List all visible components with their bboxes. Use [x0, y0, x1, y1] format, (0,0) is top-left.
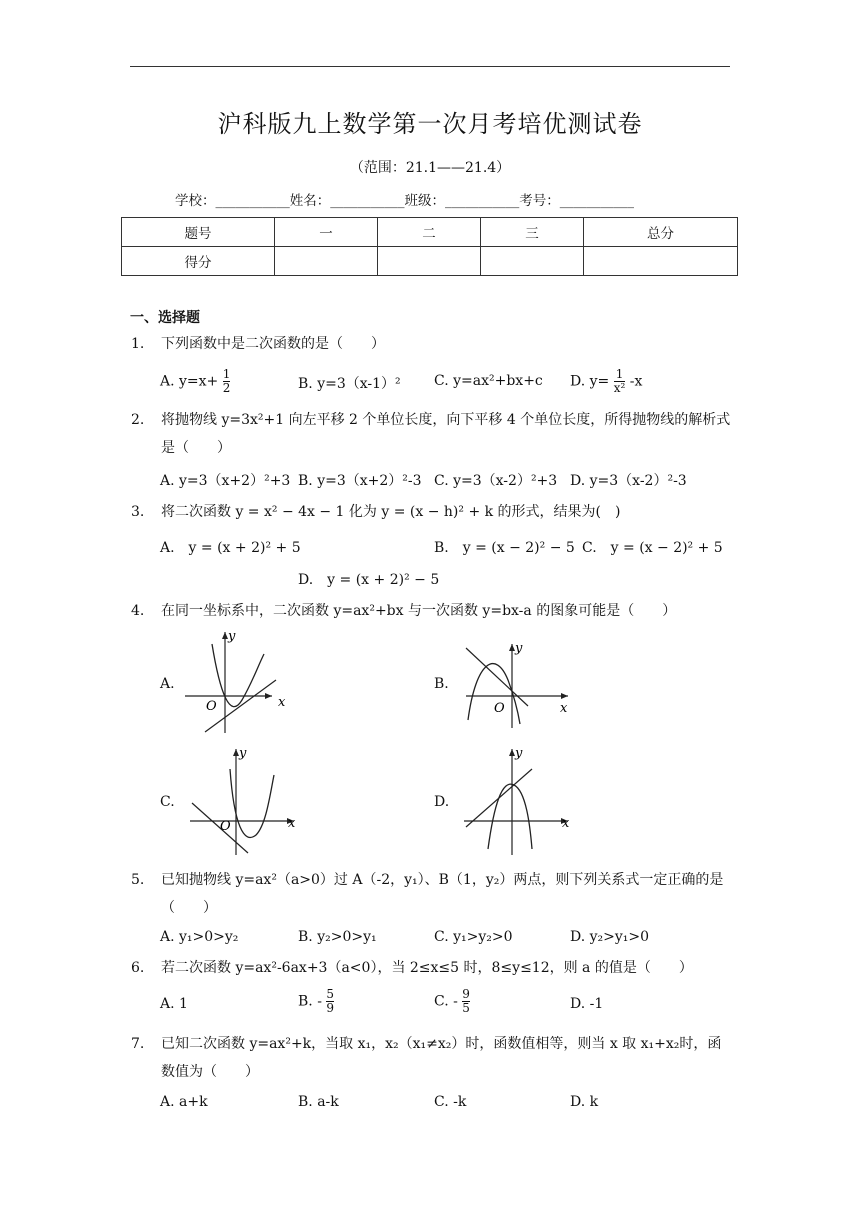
class-label: 班级： [404, 193, 445, 209]
fraction [614, 368, 626, 395]
option-d[interactable]: D. y=3（x-2）²-3 [570, 473, 687, 489]
option-a[interactable]: A. y₁>0>y₂ [160, 929, 239, 945]
name-label: 姓名： [289, 193, 331, 209]
fraction-denominator: x² [613, 381, 626, 395]
option-c[interactable]: C. y=ax²+bx+c [434, 373, 543, 389]
question-stem: 已知二次函数 y=ax²+k，当取 x₁，x₂（x₁≠x₂）时，函数值相等，则当 x 取 x₁+x₂时，函数值为（ ） [161, 1036, 722, 1080]
school-label: 学校： [175, 193, 216, 209]
score-header-cell: 题号 [122, 218, 275, 247]
option-a[interactable]: A. y = (x + 2)² + 5 [160, 540, 301, 556]
parabola [488, 784, 532, 849]
page-subtitle: （范围：21.1——21.4） [349, 160, 511, 176]
question-number: 4. [131, 603, 145, 619]
fraction-numerator: 1 [222, 367, 231, 381]
option-a[interactable]: A. a+k [160, 1094, 208, 1110]
question-stem: 若二次函数 y=ax²-6ax+3（a<0），当 2≤x≤5 时，8≤y≤12，则 a 的值是（ ） [161, 960, 693, 976]
option-c[interactable]: C. y = (x − 2)² + 5 [582, 540, 723, 556]
option-b[interactable] [298, 988, 334, 1015]
y-label: y [515, 746, 523, 761]
option-b[interactable]: B. a-k [298, 1094, 339, 1110]
question-3 [131, 498, 731, 526]
fraction-denominator: 9 [326, 1001, 335, 1015]
fraction [326, 988, 334, 1015]
option-b[interactable]: B. y=3（x+2）²-3 [298, 473, 422, 489]
option-d[interactable] [570, 368, 642, 395]
option-text: B. - [298, 993, 322, 1010]
score-cell[interactable] [481, 247, 584, 276]
section-heading: 一、选择题 [130, 310, 200, 326]
origin-label: O [206, 699, 217, 714]
score-header-cell: 总分 [584, 218, 738, 247]
name-blank[interactable]: ___________ [330, 193, 405, 209]
option-d[interactable]: D. y = (x + 2)² − 5 [298, 572, 440, 588]
option-b[interactable]: B. y=3（x-1）² [298, 376, 401, 392]
fraction-denominator: 5 [462, 1001, 470, 1015]
page-title: 沪科版九上数学第一次月考培优测试卷 [217, 110, 643, 138]
option-b[interactable]: B. y = (x − 2)² − 5 [434, 540, 575, 556]
student-info-line [175, 189, 634, 209]
question-5 [131, 866, 731, 922]
exam-no-label: 考号： [519, 193, 560, 209]
x-label: x [278, 695, 286, 710]
option-d[interactable]: D. y₂>y₁>0 [570, 929, 650, 945]
option-d[interactable]: D. k [570, 1094, 599, 1110]
question-stem: 已知抛物线 y=ax²（a>0）过 A（-2，y₁）、B（1，y₂）两点，则下列关系式一定正确的是（ ） [161, 872, 724, 916]
option-text: A. y=x+ [160, 373, 219, 390]
score-table-header-row [122, 218, 738, 247]
score-cell[interactable] [275, 247, 378, 276]
question-number: 3. [131, 504, 145, 520]
option-text: C. - [434, 993, 458, 1010]
top-rule [130, 66, 730, 67]
score-cell[interactable] [584, 247, 738, 276]
option-a[interactable]: A. 1 [160, 996, 188, 1012]
score-row-label: 得分 [122, 247, 275, 276]
score-header-cell: 三 [481, 218, 584, 247]
exam-no-blank[interactable]: ___________ [559, 193, 634, 209]
graph-option-b[interactable] [456, 640, 576, 730]
score-table-score-row [122, 247, 738, 276]
graph-option-c[interactable] [186, 745, 306, 857]
question-stem: 下列函数中是二次函数的是（ ） [161, 336, 385, 352]
parabola [230, 769, 274, 837]
option-c[interactable]: C. [160, 794, 175, 810]
question-4 [131, 597, 731, 625]
option-a[interactable]: A. y=3（x+2）²+3 [160, 473, 291, 489]
parabola [212, 644, 264, 707]
fraction [223, 368, 231, 395]
question-7 [131, 1030, 731, 1086]
option-c[interactable] [434, 988, 470, 1015]
x-label: x [562, 816, 570, 831]
option-text-tail: -x [629, 373, 643, 390]
option-d[interactable]: D. -1 [570, 996, 604, 1012]
question-number: 1. [131, 336, 145, 352]
option-c[interactable]: C. y₁>y₂>0 [434, 929, 513, 945]
option-text: D. y= [570, 373, 610, 390]
question-6 [131, 954, 731, 982]
question-number: 2. [131, 412, 145, 428]
graph-option-d[interactable] [458, 745, 578, 857]
question-number: 7. [131, 1036, 145, 1052]
score-header-cell: 二 [378, 218, 481, 247]
option-c[interactable]: C. y=3（x-2）²+3 [434, 473, 558, 489]
score-cell[interactable] [378, 247, 481, 276]
option-b[interactable]: B. [434, 676, 449, 692]
y-label: y [515, 641, 523, 656]
line [466, 648, 528, 706]
x-label: x [288, 816, 296, 831]
score-table [121, 217, 738, 276]
fraction [462, 988, 470, 1015]
y-label: y [239, 746, 247, 761]
question-1 [131, 330, 731, 358]
line [466, 769, 532, 827]
school-blank[interactable]: ___________ [215, 193, 290, 209]
origin-label: O [220, 819, 231, 834]
question-stem: 将抛物线 y=3x²+1 向左平移 2 个单位长度，向下平移 4 个单位长度，所得抛物线的解析式是（ ） [161, 412, 731, 456]
origin-label: O [494, 701, 505, 716]
x-label: x [560, 701, 568, 716]
question-stem: 将二次函数 y = x² − 4x − 1 化为 y = (x − h)² + k 的形式，结果为( ) [161, 504, 621, 520]
fraction-denominator: 2 [222, 381, 231, 395]
question-number: 6. [131, 960, 145, 976]
option-a[interactable] [160, 368, 230, 395]
x-arrow [265, 693, 272, 699]
option-c[interactable]: C. -k [434, 1094, 467, 1110]
y-label: y [228, 629, 236, 644]
x-arrow [561, 693, 568, 699]
fraction-numerator: 9 [462, 987, 470, 1001]
graph-option-a[interactable] [180, 628, 290, 738]
question-number: 5. [131, 872, 145, 888]
fraction-numerator: 1 [615, 367, 624, 381]
fraction-numerator: 5 [326, 987, 335, 1001]
option-d[interactable]: D. [434, 794, 450, 810]
score-header-cell: 一 [275, 218, 378, 247]
question-2 [131, 406, 731, 462]
option-b[interactable]: B. y₂>0>y₁ [298, 929, 377, 945]
class-blank[interactable]: ___________ [445, 193, 520, 209]
question-stem: 在同一坐标系中，二次函数 y=ax²+bx 与一次函数 y=bx-a 的图象可能是（ ） [161, 603, 677, 619]
option-a[interactable]: A. [160, 676, 175, 692]
